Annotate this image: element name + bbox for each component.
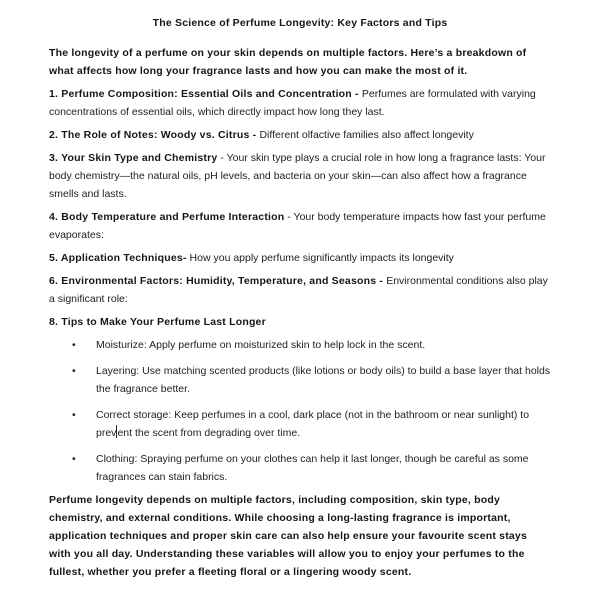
section-text: - Your body temperature impacts how fast your perfume evaporates: bbox=[49, 211, 546, 241]
tips-list bbox=[49, 336, 551, 486]
section-text: Environmental conditions also play a significant role: bbox=[49, 275, 548, 305]
section-lead: 2. The Role of Notes: Woody vs. Citrus - bbox=[49, 129, 260, 141]
section-text: How you apply perfume significantly impacts its longevity bbox=[186, 252, 454, 264]
tip-item bbox=[49, 406, 551, 442]
section-lead: 1. Perfume Composition: Essential Oils and Concentration - bbox=[49, 88, 362, 100]
section-text: - Your skin type plays a crucial role in how long a fragrance lasts: Your body chemistry—the natural oils, pH levels, and bacteria on your skin—can also affect how a fragrance smells and lasts. bbox=[49, 152, 546, 200]
section-text: Different olfactive families also affect longevity bbox=[259, 129, 474, 141]
tip-text: Clothing: Spraying perfume on your clothes can help it last longer, though be careful as some fragrances can stain fabrics. bbox=[96, 453, 529, 483]
tips-heading: 8. Tips to Make Your Perfume Last Longer bbox=[49, 316, 266, 328]
tip-text-before-caret: Correct storage: Keep perfumes in a cool, dark place (not in the bathroom or near sunlight) to prev bbox=[96, 409, 530, 439]
section-paragraph-2 bbox=[49, 126, 551, 144]
tip-text-after-caret: ent the scent from degrading over time. bbox=[117, 427, 301, 439]
conclusion-paragraph: Perfume longevity depends on multiple factors, including composition, skin type, body chemistry, and external conditions. While choosing a long-lasting fragrance is important, application techniques and proper skin care can also help ensure your favourite scent stays with you all day. Understanding these variables will allow you to enjoy your perfumes to the fullest, whether you prefer a fleeting floral or a lingering woody scent. bbox=[49, 494, 528, 578]
section-lead: 4. Body Temperature and Perfume Interaction bbox=[49, 211, 285, 223]
section-text: Perfumes are formulated with varying concentrations of essential oils, which directly impact how long they last. bbox=[49, 88, 536, 118]
section-paragraph-4 bbox=[49, 208, 551, 244]
document-title: The Science of Perfume Longevity: Key Factors and Tips bbox=[152, 17, 448, 29]
section-paragraph-3 bbox=[49, 149, 551, 203]
section-lead: 5. Application Techniques- bbox=[49, 252, 187, 264]
section-lead: 3. Your Skin Type and Chemistry bbox=[49, 152, 218, 164]
tip-item bbox=[49, 336, 551, 354]
section-paragraph-1 bbox=[49, 85, 551, 121]
section-lead: 6. Environmental Factors: Humidity, Temperature, and Seasons - bbox=[49, 275, 387, 287]
tip-text: Layering: Use matching scented products (like lotions or body oils) to build a base layer that holds the fragrance better. bbox=[96, 365, 551, 395]
tip-item bbox=[49, 450, 551, 486]
intro-paragraph: The longevity of a perfume on your skin depends on multiple factors. Here’s a breakdown of what affects how long your fragrance lasts and how you can make the most of it. bbox=[49, 47, 527, 77]
tip-item bbox=[49, 362, 551, 398]
section-paragraph-5 bbox=[49, 249, 551, 267]
section-paragraph-6 bbox=[49, 272, 551, 308]
tip-text: Moisturize: Apply perfume on moisturized skin to help lock in the scent. bbox=[96, 339, 426, 351]
